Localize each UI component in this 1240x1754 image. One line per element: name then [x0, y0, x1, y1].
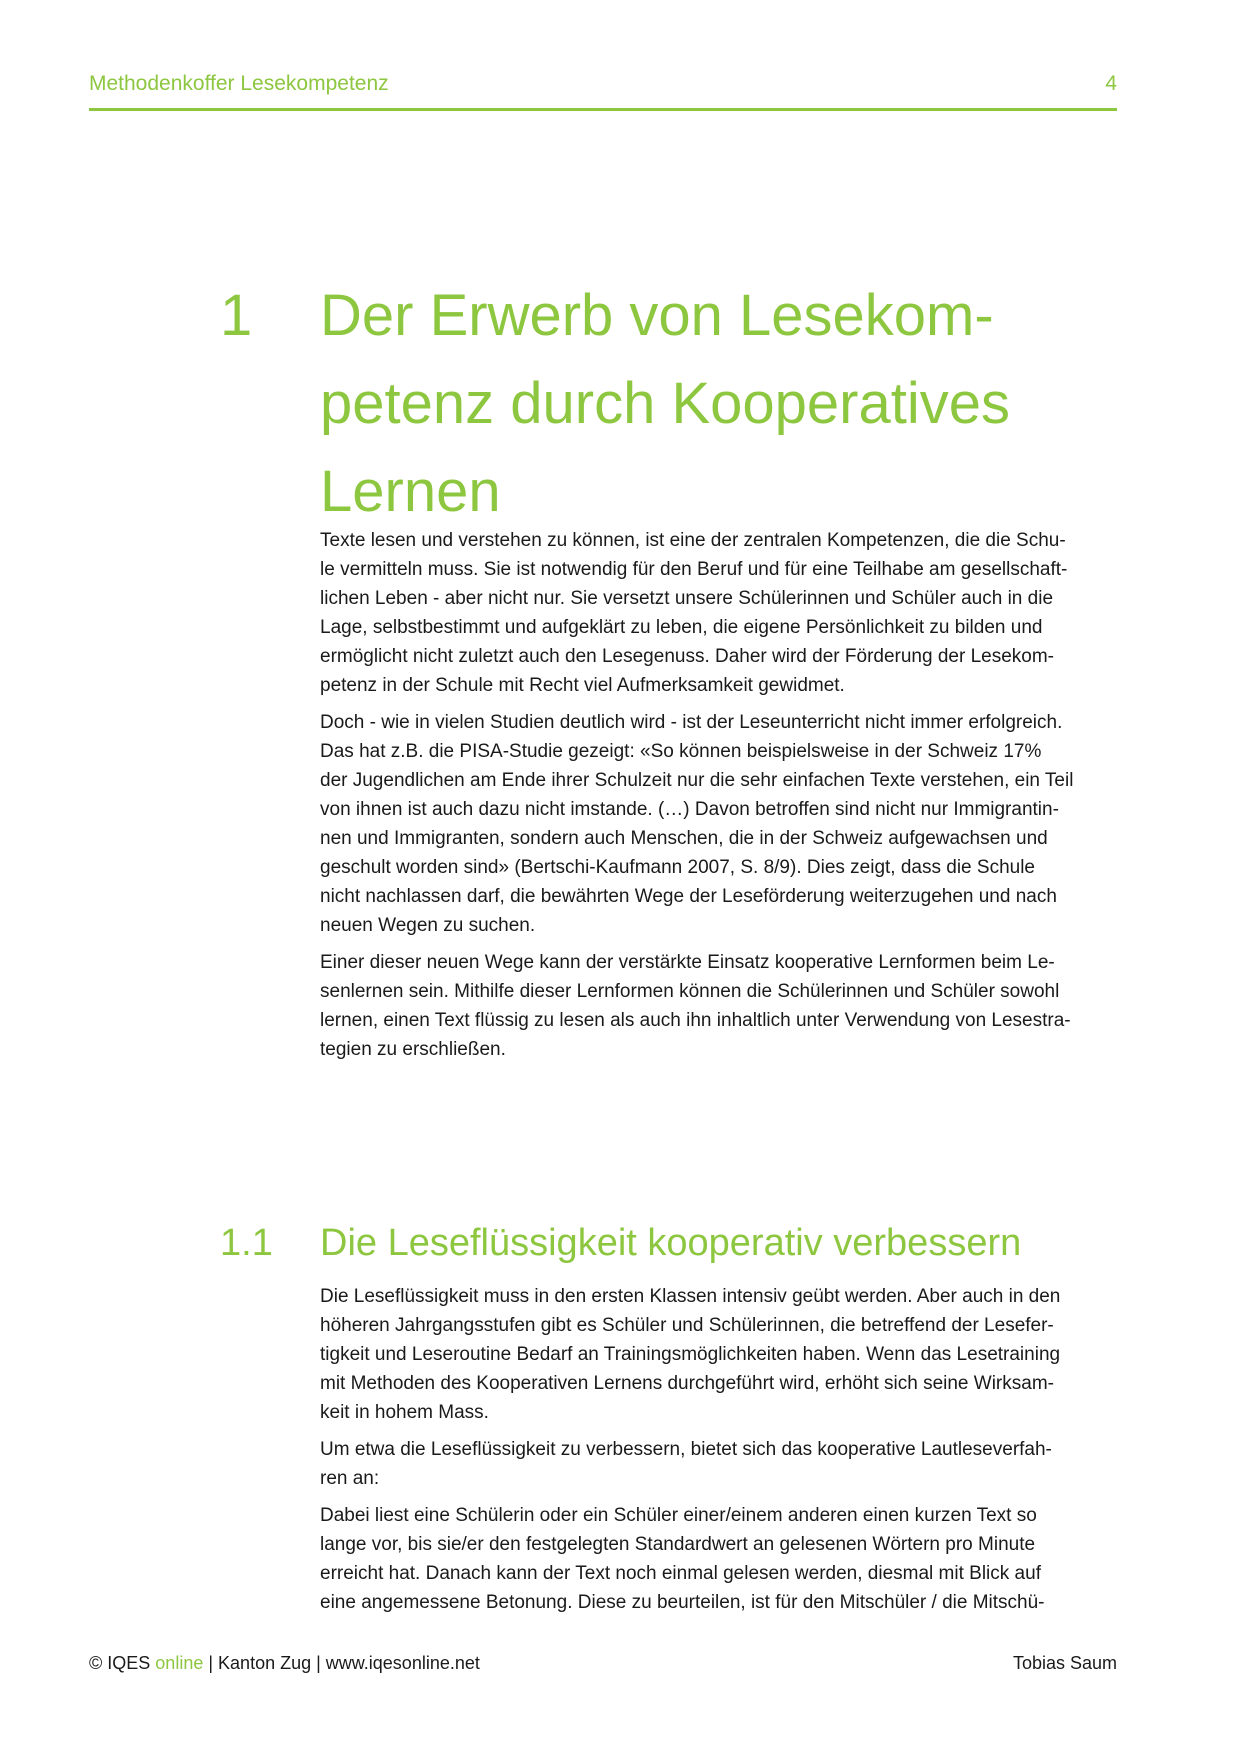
text-line: petenz in der Schule mit Recht viel Aufmerksamkeit gewidmet. [320, 675, 845, 696]
text-line: Die Leseflüssigkeit muss in den ersten Klassen intensiv geübt werden. Aber auch in den [320, 1286, 1061, 1307]
text-line: höheren Jahrgangsstufen gibt es Schüler und Schülerinnen, die betreffend der Lesefer- [320, 1315, 1054, 1336]
text-line: lichen Leben - aber nicht nur. Sie versetzt unsere Schülerinnen und Schüler auch in die [320, 588, 1054, 609]
chapter-title-line: Der Erwerb von Lesekom- [320, 283, 994, 348]
text-line: erreicht hat. Danach kann der Text noch einmal gelesen werden, diesmal mit Blick auf [320, 1563, 1041, 1584]
text-line: Lage, selbstbestimmt und aufgeklärt zu leben, die eigene Persönlichkeit zu bilden und [320, 617, 1043, 638]
paragraph [320, 1435, 1110, 1493]
text-line: tegien zu erschließen. [320, 1039, 506, 1060]
footer-brand-accent: online [155, 1653, 204, 1673]
text-line: Doch - wie in vielen Studien deutlich wird - ist der Leseunterricht nicht immer erfolgreich. [320, 712, 1063, 733]
text-line: le vermitteln muss. Sie ist notwendig für den Beruf und für eine Teilhabe am gesellschaft- [320, 559, 1068, 580]
text-line: der Jugendlichen am Ende ihrer Schulzeit nur die sehr einfachen Texte verstehen, ein Teil [320, 770, 1074, 791]
paragraph [320, 1501, 1110, 1617]
text-line: lange vor, bis sie/er den festgelegten Standardwert an gelesenen Wörtern pro Minute [320, 1534, 1036, 1555]
section-number: 1.1 [220, 1222, 273, 1264]
section-body-text [320, 1282, 1110, 1625]
paragraph [320, 708, 1110, 940]
text-line: ren an: [320, 1468, 380, 1489]
page-header [89, 68, 1117, 111]
text-line: eine angemessene Betonung. Diese zu beurteilen, ist für den Mitschüler / die Mitschü- [320, 1592, 1045, 1613]
paragraph [320, 526, 1110, 700]
text-line: tigkeit und Leseroutine Bedarf an Trainingsmöglichkeiten haben. Wenn das Lesetraining [320, 1344, 1061, 1365]
text-line: lernen, einen Text flüssig zu lesen als auch ihn inhaltlich unter Verwendung von Lesestra- [320, 1010, 1071, 1031]
text-line: Dabei liest eine Schülerin oder ein Schüler einer/einem anderen einen kurzen Text so [320, 1505, 1037, 1526]
text-line: von ihnen ist auch dazu nicht imstande. (…) Davon betroffen sind nicht nur Immigrantin- [320, 799, 1059, 820]
text-line: ermöglicht nicht zuletzt auch den Lesegenuss. Daher wird der Förderung der Lesekom- [320, 646, 1054, 667]
text-line: neuen Wegen zu suchen. [320, 915, 536, 936]
text-line: Einer dieser neuen Wege kann der verstärkte Einsatz kooperative Lernformen beim Le- [320, 952, 1055, 973]
text-line: geschult worden sind» (Bertschi-Kaufmann 2007, S. 8/9). Dies zeigt, dass die Schule [320, 857, 1035, 878]
footer-credits [89, 1653, 480, 1674]
page-number: 4 [1105, 72, 1117, 95]
paragraph [320, 1282, 1110, 1427]
document-title: Methodenkoffer Lesekompetenz [89, 72, 389, 95]
text-line: keit in hohem Mass. [320, 1402, 489, 1423]
text-line: nicht nachlassen darf, die bewährten Wege der Leseförderung weiterzugehen und nach [320, 886, 1057, 907]
text-line: Um etwa die Leseflüssigkeit zu verbessern, bietet sich das kooperative Lautleseverfah- [320, 1439, 1052, 1460]
footer-website: | Kanton Zug | www.iqesonline.net [208, 1653, 480, 1673]
text-line: senlernen sein. Mithilfe dieser Lernformen können die Schülerinnen und Schüler sowohl [320, 981, 1060, 1002]
footer-author: Tobias Saum [1012, 1653, 1117, 1673]
text-line: Das hat z.B. die PISA-Studie gezeigt: «So können beispielsweise in der Schweiz 17% [320, 741, 1042, 762]
text-line: mit Methoden des Kooperativen Lernens durchgeführt wird, erhöht sich seine Wirksam- [320, 1373, 1054, 1394]
chapter-title-line: petenz durch Kooperatives [320, 371, 1010, 436]
chapter-number: 1 [220, 283, 253, 348]
text-line: nen und Immigranten, sondern auch Menschen, die in der Schweiz aufgewachsen und [320, 828, 1048, 849]
footer-copyright: © IQES [89, 1653, 151, 1673]
chapter-title-line: Lernen [320, 459, 501, 524]
text-line: Texte lesen und verstehen zu können, ist eine der zentralen Kompetenzen, die die Schu- [320, 530, 1066, 551]
chapter-title [320, 272, 1120, 536]
chapter-body-text [320, 526, 1110, 1072]
section-title: Die Leseflüssigkeit kooperativ verbessern [320, 1222, 1022, 1264]
paragraph [320, 948, 1110, 1064]
